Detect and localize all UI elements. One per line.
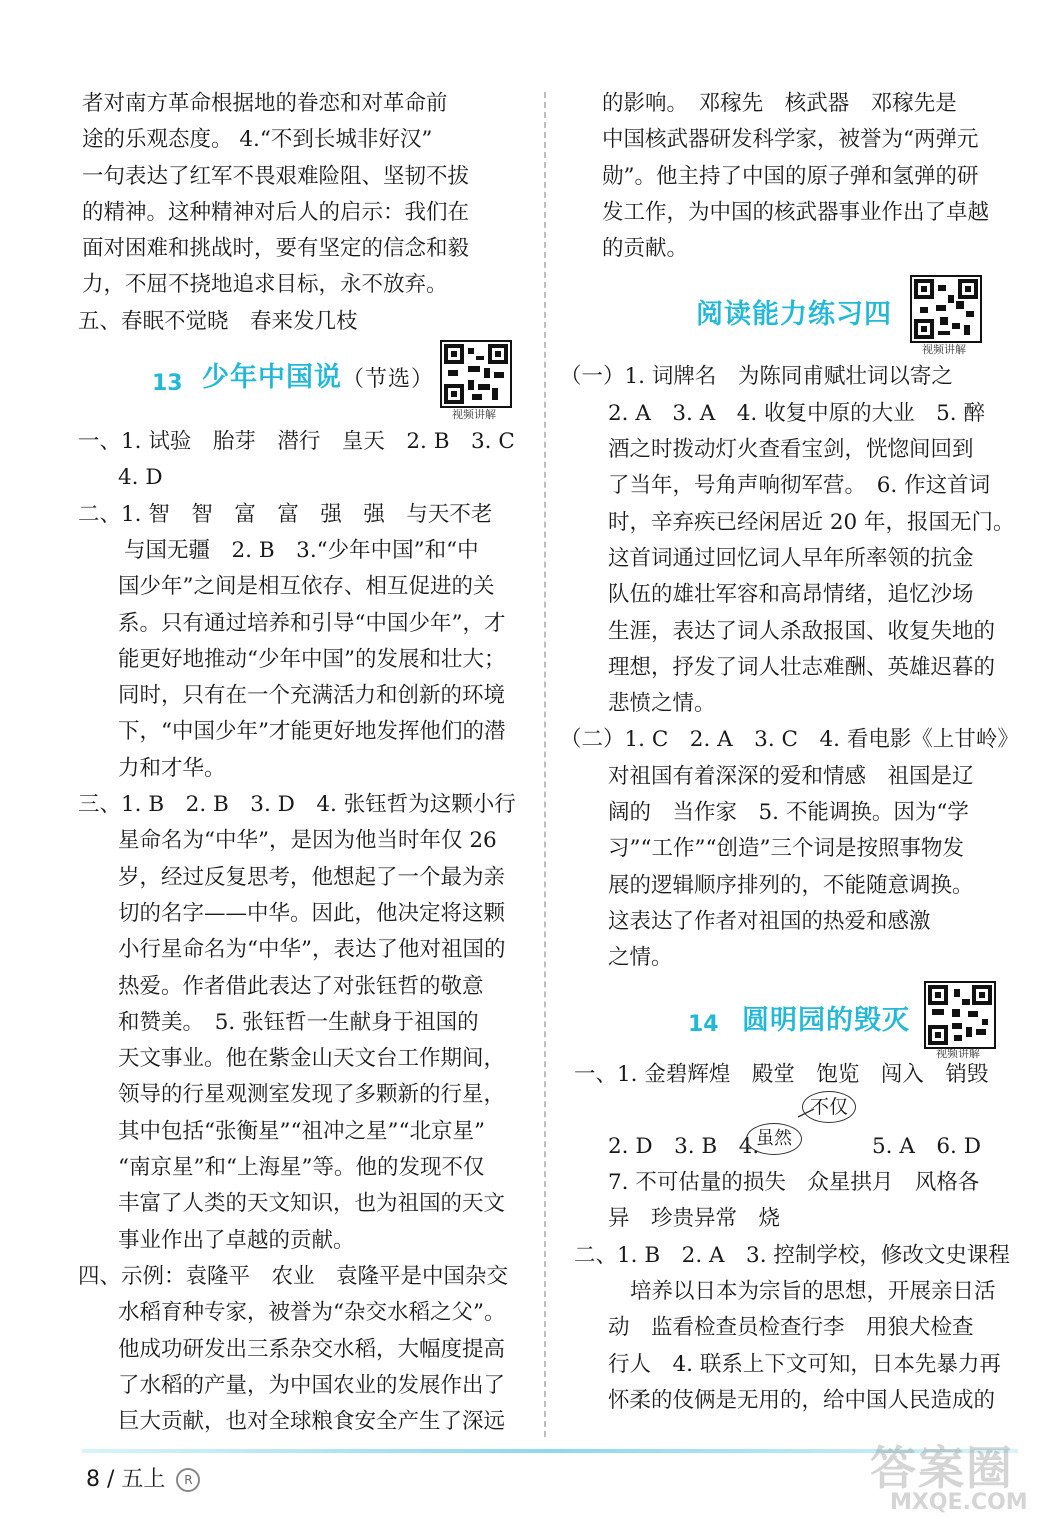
text-line: 怀柔的伎俩是无用的，给中国人民造成的 xyxy=(608,1387,996,1413)
text-line: 岁，经过反复思考，他想起了一个最为亲 xyxy=(118,864,506,890)
text-line: 四、示例：袁隆平 农业 袁隆平是中国杂交 xyxy=(78,1263,509,1289)
text-line: 这表达了作者对祖国的热爱和感激 xyxy=(608,908,931,934)
text-line: 他成功研发出三系杂交水稻，大幅度提高 xyxy=(118,1336,506,1362)
text-line: 切的名字——中华。因此，他决定将这颗 xyxy=(118,900,506,926)
text-line: 者对南方革命根据地的眷恋和对革命前 xyxy=(82,91,448,116)
grade-label: 五上 xyxy=(121,1467,166,1492)
qr-caption: 视频讲解 xyxy=(936,1046,980,1060)
qr-code-icon[interactable] xyxy=(440,340,512,408)
text-line: 了当年，号角声响彻军营。 6. 作这首词 xyxy=(608,473,991,499)
text-line: 事业作出了卓越的贡献。 xyxy=(118,1227,355,1253)
text-line: 与国无疆 2. B 3.“少年中国”和“中 xyxy=(124,537,479,563)
text-line: 领导的行星观测室发现了多颗新的行星， xyxy=(118,1082,506,1108)
lesson-number: 14 xyxy=(688,1011,719,1037)
text-line: 悲愤之情。 xyxy=(608,691,716,717)
connect-diagram xyxy=(566,1093,1018,1129)
text-line: 这首词通过回忆词人早年所率领的抗金 xyxy=(608,545,974,571)
text-line: “南京星”和“上海星”等。他的发现不仅 xyxy=(118,1155,485,1181)
text-line: 之情。 xyxy=(608,945,673,971)
text-line: （一）1. 词牌名 为陈同甫赋壮词以寄之 xyxy=(560,364,953,390)
text-line: 同时，只有在一个充满活力和创新的环境 xyxy=(118,683,506,709)
text-line: 途的乐观态度。 4.“不到长城非好汉” xyxy=(82,127,433,153)
text-line: 2. A 3. A 4. 收复中原的大业 5. 醉 xyxy=(608,400,985,426)
right-column xyxy=(560,86,1019,1419)
text-line: 一、1. 试验 胎芽 潜行 皇天 2. B 3. C xyxy=(78,429,515,455)
text-line: 动 监看检查员检查行李 用狼犬检查 xyxy=(608,1315,974,1341)
text-line: 4. D xyxy=(118,465,163,491)
text-line: 培养以日本为宗旨的思想，开展亲日活 xyxy=(630,1279,996,1305)
text-line: 和赞美。 5. 张钰哲一生献身于祖国的 xyxy=(118,1009,479,1035)
lesson-title: 少年中国说（节选） xyxy=(202,362,435,394)
watermark-text: 答案圈 xyxy=(870,1441,1014,1495)
text-line: 水稻育种专家，被誉为“杂交水稻之父”。 xyxy=(118,1300,506,1326)
text-line: 星命名为“中华”，是因为他当时年仅 26 xyxy=(118,828,497,854)
left-column xyxy=(78,86,530,1440)
practice-title: 阅读能力练习四 xyxy=(696,299,892,331)
text-line: 下，“中国少年”才能更好地发挥他们的潜 xyxy=(118,719,506,745)
text-line: 习”“工作”“创造”三个词是按照事物发 xyxy=(608,836,964,862)
footer-separator: / xyxy=(107,1467,115,1492)
text-line: 了水稻的产量，为中国农业的发展作出了 xyxy=(118,1372,506,1398)
text-line: 二、1. 智 智 富 富 强 强 与天不老 xyxy=(78,501,493,527)
text-line: 对祖国有着深深的爱和情感 祖国是辽 xyxy=(608,763,974,789)
lesson-title: 圆明园的毁灭 xyxy=(742,1004,910,1036)
watermark xyxy=(870,1432,1040,1522)
qr-caption: 视频讲解 xyxy=(452,408,496,422)
text-line: 国少年”之间是相互依存、相互促进的关 xyxy=(118,574,495,600)
text-line: 一、1. 金碧辉煌 殿堂 饱览 闯入 销毁 xyxy=(574,1061,989,1087)
text-line: 能更好地推动“少年中国”的发展和壮大； xyxy=(118,646,506,672)
text-line: 一句表达了红军不畏艰难险阻、坚韧不拔 xyxy=(82,163,470,189)
text-line: 酒之时拨动灯火查看宝剑，恍惚间回到 xyxy=(608,437,974,463)
text-line: 2. D 3. B 4. 虽然 5. A 6. D xyxy=(566,1129,1018,1165)
lesson-14-header xyxy=(566,981,1018,1063)
text-line: 展的逻辑顺序排列的，不能随意调换。 xyxy=(608,872,974,898)
text-line: 天文事业。他在紫金山天文台工作期间， xyxy=(118,1046,506,1072)
text-line: 其中包括“张衡星”“祖冲之星”“北京星” xyxy=(118,1118,485,1144)
text-line: 的精神。这种精神对后人的启示：我们在 xyxy=(82,199,470,225)
text-line: 阔的 当作家 5. 不能调换。因为“学 xyxy=(608,800,969,826)
text-line: 的影响。 邓稼先 核武器 邓稼先是 xyxy=(602,91,957,116)
text-line: 丰富了人类的天文知识，也为祖国的天文 xyxy=(118,1191,506,1217)
column-divider xyxy=(544,92,546,1437)
text-line: 小行星命名为“中华”，表达了他对祖国的 xyxy=(118,937,506,963)
text-line: 二、1. B 2. A 3. 控制学校，修改文史课程 xyxy=(574,1242,1010,1268)
text-line: 异 珍贵异常 烧 xyxy=(608,1206,781,1232)
practice-4-header xyxy=(566,271,1018,357)
watermark-site: MXQE.COM xyxy=(890,1490,1028,1515)
text-line: 理想，抒发了词人壮志难酬、英雄迟暮的 xyxy=(608,654,996,680)
text-line: 中国核武器研发科学家，被誉为“两弹元 xyxy=(602,127,979,153)
text-line: （二）1. C 2. A 3. C 4. 看电影《上甘岭》 xyxy=(560,727,1019,753)
edition-badge-icon: R xyxy=(176,1468,200,1492)
text-line: 行人 4. 联系上下文可知，日本先暴力再 xyxy=(608,1351,1001,1377)
qr-code-icon[interactable] xyxy=(924,981,996,1049)
text-line: 7. 不可估量的损失 众星拱月 风格各 xyxy=(608,1170,980,1196)
page-number: 8 xyxy=(86,1467,100,1492)
text-line: 的贡献。 xyxy=(602,236,689,262)
qr-code-icon[interactable] xyxy=(910,275,982,343)
text-line: 发工作，为中国的核武器事业作出了卓越 xyxy=(602,199,990,225)
page-footer xyxy=(86,1462,200,1493)
text-line: 热爱。作者借此表达了对张钰哲的敬意 xyxy=(118,973,484,999)
text-line: 系。只有通过培养和引导“中国少年”，才 xyxy=(118,610,506,636)
text-line: 力，不屈不挠地追求目标，永不放弃。 xyxy=(82,272,448,298)
text-line: 巨大贡献，也对全球粮食安全产生了深远 xyxy=(118,1409,506,1435)
text-line: 力和才华。 xyxy=(118,755,226,781)
word-bubble-a: 虽然 xyxy=(746,1123,802,1155)
section-five: 五、春眠不觉晓 春来发几枝 xyxy=(78,308,358,334)
text-line: 三、1. B 2. B 3. D 4. 张钰哲为这颗小行 xyxy=(78,792,516,818)
text-line: 勋”。他主持了中国的原子弹和氢弹的研 xyxy=(602,163,979,189)
text-line: 时，辛弃疾已经闲居近 20 年，报国无门。 xyxy=(608,509,1015,535)
word-bubble-b: 不仅 xyxy=(802,1091,856,1123)
text-line: 面对困难和挑战时，要有坚定的信念和毅 xyxy=(82,236,470,262)
qr-caption: 视频讲解 xyxy=(922,343,966,357)
lesson-13-header xyxy=(82,344,530,422)
text-line: 生涯，表达了词人杀敌报国、收复失地的 xyxy=(608,618,996,644)
lesson-number: 13 xyxy=(152,371,183,397)
text-line: 队伍的雄壮军容和高昂情绪，追忆沙场 xyxy=(608,582,974,608)
